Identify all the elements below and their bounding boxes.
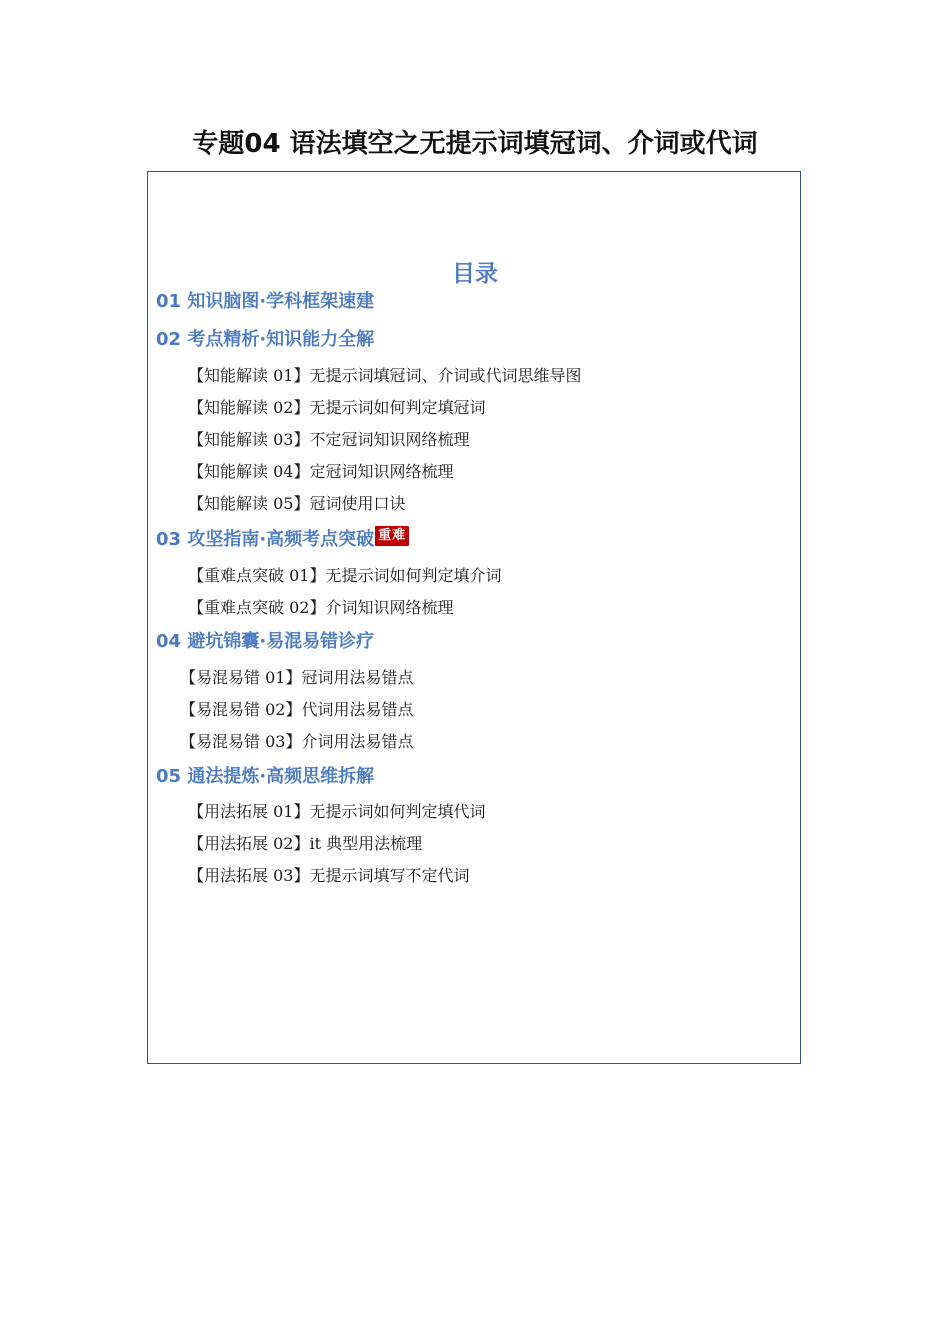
toc-item[interactable]: 【知能解读 01】无提示词填冠词、介词或代词思维导图 bbox=[188, 366, 582, 385]
toc-item[interactable]: 【用法拓展 03】无提示词填写不定代词 bbox=[188, 866, 470, 885]
toc-item[interactable]: 【重难点突破 01】无提示词如何判定填介词 bbox=[188, 566, 502, 585]
toc-item[interactable]: 【重难点突破 02】介词知识网络梳理 bbox=[188, 598, 454, 617]
toc-item[interactable]: 【知能解读 02】无提示词如何判定填冠词 bbox=[188, 398, 486, 417]
toc-item[interactable]: 【易混易错 03】介词用法易错点 bbox=[180, 732, 414, 751]
toc-section-label: 03 攻坚指南·高频考点突破 bbox=[156, 529, 375, 550]
toc-heading: 目录 bbox=[452, 261, 498, 287]
toc-item[interactable]: 【用法拓展 02】it 典型用法梳理 bbox=[188, 834, 423, 853]
difficulty-badge: 重难 bbox=[375, 526, 409, 546]
toc-item[interactable]: 【知能解读 05】冠词使用口诀 bbox=[188, 494, 406, 513]
toc-item[interactable]: 【知能解读 04】定冠词知识网络梳理 bbox=[188, 462, 454, 481]
toc-item[interactable]: 【易混易错 01】冠词用法易错点 bbox=[180, 668, 414, 687]
toc-section-03[interactable] bbox=[156, 526, 409, 553]
toc-section-01[interactable]: 01 知识脑图·学科框架速建 bbox=[156, 291, 375, 312]
document-title: 专题04 语法填空之无提示词填冠词、介词或代词 bbox=[192, 129, 758, 159]
toc-item[interactable]: 【用法拓展 01】无提示词如何判定填代词 bbox=[188, 802, 486, 821]
toc-item[interactable]: 【知能解读 03】不定冠词知识网络梳理 bbox=[188, 430, 470, 449]
toc-section-05[interactable]: 05 通法提炼·高频思维拆解 bbox=[156, 766, 375, 787]
toc-section-04[interactable]: 04 避坑锦囊·易混易错诊疗 bbox=[156, 631, 375, 652]
toc-item[interactable]: 【易混易错 02】代词用法易错点 bbox=[180, 700, 414, 719]
toc-section-02[interactable]: 02 考点精析·知识能力全解 bbox=[156, 329, 375, 350]
